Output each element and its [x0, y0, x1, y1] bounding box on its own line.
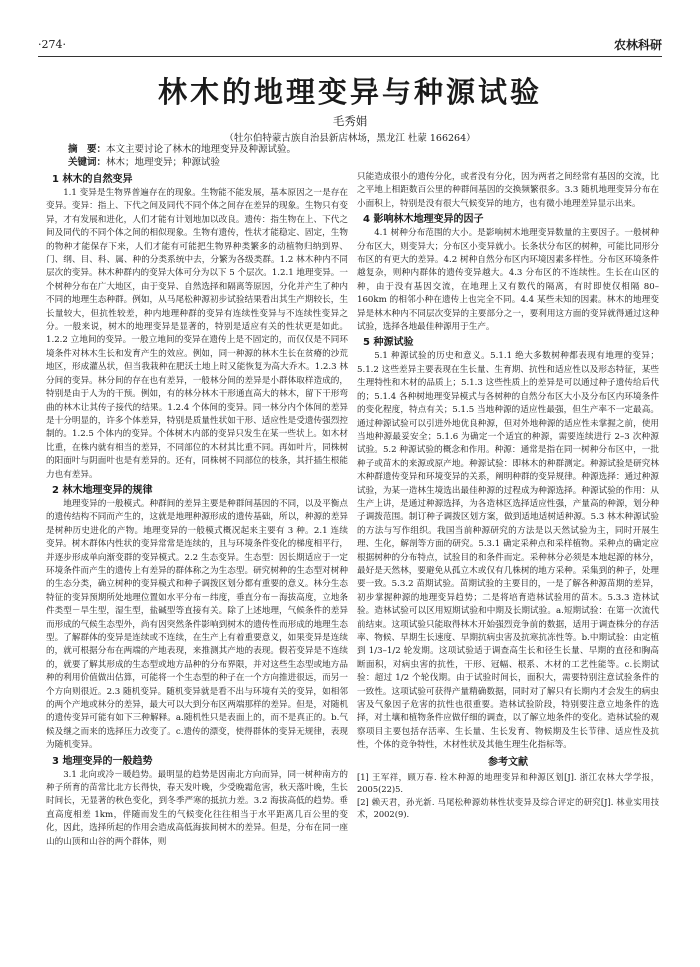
body-paragraph: 1.1 变异是生物界普遍存在的现象。生物能不能发展，基本原因之一是存在变异。变异：指上、下代之间及同代不同个体之间存在差异的现象。生物只有变异，才有发展和进化，人们才能有计划地加以改良。遗传：指生物在上、下代之间及同代的不同个体之间的相似现象。生物有遗传，性状才能稳定、固定，生物的物种才能保存下来，人们才能有可能把生物界种类繁多的动植物归纳到界、门、纲、目、科、属、种的分类系统中去，分繁为各级类群。1.2 林木种内不同层次的变异。林木种群内的变异大体可分为以下 5 个层次。1.2.1 地理变异。一个树种分布在广大地区，由于变异、自然选择和隔离等原因，分化并产生了种内不同的地理生态种群。例如，从马尾松种源初步试验结果看出其生产期较长，生长量较大，但抗性较差，种内地理种群的变异有连续性变异与不连续性变异之分。一般来说，树木的地理变异是显著的，特别是适应有关的性状更是如此。1.2.2 立地间的变异。一般立地间的变异在遗传上是不固定的，而仅仅是不同环境条件对林木生长和发育产生的效应。例如，同一种源的林木生长在贫瘠的沙荒地区，形成灌丛状，但当我栽种在肥沃土地上时又能恢复为高大乔木。1.2.3 林分间的变异。林分间的存在也有差异，一般林分间的差异是小群体取样造成的，特别是由于人为的干预。例如，有的林分林木干形通直高大的林木，留下干形弯曲的林木让其传子接代的结果。1.2.4 个体间的变异。同一林分内个体间的差异是十分明显的，许多个体差异，特别是质量性状如干形、适应性是受遗传强烈控制的。1.2.5 个体内的变异。个体树木内部的变异只发生在某一些状上。如木材比重，在株内就有相当的差异，不同部位的木材其比重不同。再如叶片，同株树的阳面叶与阴面叶也是有差异的。还有，同株树不同部位的枝条，其扦插生根能力也有差异。: [46, 188, 348, 480]
header-rule: [38, 56, 662, 57]
body-paragraph: 地理变异的一般模式。种群间的差异主要是种群间基因的不同，以及平衡点的遗传结构不同而产生的，这就是地理种源形成的遗传基础，所以，种源的差异是树种历史进化的产物。地理变异的一般模式概况起来主要有 3 种。2.1 连续变异。树木群体内性状的变异常常是连续的，且与环境条件变化的梯度相平行，并逐步形成单向渐变群的变异模式。2.2 生态变异。生态型：因长期适应于一定环境条件而产生的遗传上有差异的群体称之为生态型。研究树种的生态型对树种的生态分类，确立树种的变异模式和种子调拨区划分都有重要的意义。林分生态特征的变异预期所处地理位置如水平分布－纬度，垂直分布－海拔高度，立地条件类型－旱生型，湿生型，盐碱型等直接有关。除了上述地理，气候条件的差异而形成的气候生态型外，尚有因突然条件影响到树木的遗传性而形成的地理生态型。了解群体的变异是连续或不连续，在生产上有着重要意义，如果变异是连续的，就可根据分布在两端的产地表现，来推测其产地的表现。假若变异是不连续的，就要了解其形成的生态型或地方品种的分布界限，并对这些生态型或地方品种的利用价值做出估算，可能将一个生态型的种子在一个方向推进很远，而另一个方向则很近。2.3 随机变异。随机变异就是看不出与环境有关的变异，如相邻的两个产地或林分的差异，最大可以大到分布区两端那样的差异。但是，对随机的遗传变异可能有如下三种解释。a.随机性只是表面上的，而不是真正的。b.气候及继之而来的选择压力改变了。c.遗传的漂变，使得群体的变异无规律，表现为随机变异。: [46, 498, 348, 751]
article-title: 林木的地理变异与种源试验: [157, 75, 542, 109]
journal-name: 农林科研: [613, 38, 662, 52]
section-heading: 2 林木地理变异的规律: [52, 484, 153, 496]
abstract-label: 摘 要：: [68, 144, 107, 155]
keywords: [68, 157, 630, 169]
reference-item: [2] 赖天君，孙光新. 马尾松种源幼林性状变异及综合评定的研究[J]. 林业实用技术，2002(9).: [357, 796, 659, 820]
body-paragraph: 4.1 树种分布范围的大小。是影响树木地理变异数量的主要因子。一般树种分布区大，则变异大；分布区小变异就小。长条状分布区的树种，可能比同形分布区的有更大的差异。4.2 树种自然分布区内环境因素多样性。分布区环境条件越复杂，则种内群体的遗传变异越大。4.3 分布区的不连续性。生长在山区的种，由于没有基因交流，在地理上又有数代的隔离，有时即使仅相隔 80–160km 的相邻小种在遗传上也完全不同。4.4 某些未知的因素。林木的地理变异是林木种内不同层次变异的主要部分之一，要利用这方面的变异就得通过这种试验，选择各地最佳种源用于生产。: [357, 228, 659, 333]
reference-item: [1] 王军祥，顾万春. 栓木种源的地理变异和种源区划[J]. 浙江农林大学学报，2005(22)5.: [357, 771, 659, 795]
author: 毛秀娟: [332, 114, 368, 128]
abstract: [68, 144, 630, 156]
abstract-text: 本文主要讨论了林木的地理变异及种源试验。: [106, 144, 297, 155]
page-number: ·274·: [38, 38, 66, 51]
references-heading: 参考文献: [488, 756, 528, 768]
section-heading: 4 影响林木地理变异的因子: [363, 214, 484, 226]
body-paragraph: 3.1 北向或冷－暖趋势。最明显的趋势是因南北方向而异，同一树种南方的种子所育的苗常比北方长得快，春天发叶晚，少受晚霜危害，秋天落叶晚，生长时间长，无显著的秋色变化，到冬季严寒的抵抗力差。3.2 海拔高低的趋势。垂直高度相差 1km，伴随而发生的气候变化往往相当于水平距离几百公里的变化，因此，选择所起的作用会造成高低海拔间树木的差异。但是，分布在同一座山的山顶和山谷的两个群体，则: [46, 769, 348, 847]
section-heading: 3 地理变异的一般趋势: [52, 755, 153, 767]
page-header: [38, 36, 662, 58]
section-heading: 5 种源试验: [363, 337, 414, 349]
keywords-text: 林木；地理变异；种源试验: [106, 157, 221, 168]
left-column: [46, 171, 348, 951]
affiliation: （牡尔伯特蒙古族自治县新店林场，黑龙江 杜蒙 166264）: [224, 133, 476, 144]
body-paragraph: 只能造成很小的遗传分化，或者没有分化，因为两者之间经常有基因的交流，比之平地上相距数百公里的种群间基因的交换频繁很多。3.3 随机地理变异分布在小面积上，特别是没有很大气候变异的地方，也有微小地理差异显示出来。: [357, 172, 659, 209]
body-paragraph: 5.1 种源试验的历史和意义。5.1.1 绝大多数树种都表现有地理的变异；5.1.2 这些差异主要表现在生长量、生育期、抗性和适应性以及形态特征，某些生理特性和木材的品质上；5.1.3 这些性质上的差异是可以通过种子遗传给后代的；5.1.4 各种树地理变异模式与各树种的自然分布区大小及分布区内环境条件的变化程度，特点有关；5.1.5 当地种源的适应性最强，但生产率不一定最高。通过种源试验可以引进外地优良种源，但对外地种源的适应性未掌握之前，使用当地种源最妥安全；5.1.6 为确定一个适宜的种源，需要连续进行 2–3 次种源试验。5.2 种源试验的概念和作用。种源：通常是指在同一树种分布区中，一批种子或苗木的来源或原产地。种源试验：即林木的种群测定。种源试验是研究林木种群遗传变异和环境变异的关系，阐明种群的变异规律。种源选择：通过种源试验，为某一造林生境选出最佳种源的过程成为种源选择。种源试验的作用：从生产上讲，是通过种源选择，为各造林区选择适应性强，产量高的种源，划分种子调拨范围。制订种子调拨区划方案，做到适地适树适种源。5.3 林木种源试验的方法与写作组织。我国当前种源研究的方法是以天然试验为主，同时开展生理、生化，解剖等方面的研究。5.3.1 确定采种点和采样植物。采种点的确定应根据树种的分布特点，试验目的和条件而定。采种林分必须是本地起源的林分，最好是天然林，要避免从孤立木或仅有几株树的地方采种。采集到的种子，处理要一致。5.3.2 苗期试验。苗期试验的主要目的，一是了解各种源苗期的差异，初步掌握种源的地理变异趋势；二是将培育造林试验用的苗木。5.3.3 造林试验。造林试验可以区用短期试验和中期及长期试验。a.短期试验：在第一次流代前结束。这项试验只能取得林木开始强烈竞争前的数据，适用于调查株分的存活率、物候、早期生长速度、早期抗病虫害及抗寒抗冻性等。b.中期试验：由定植到 1/3–1/2 轮发期。这项试验适于调查高生长和径生长量、早期的直径和胸高断面积，对病虫害的抗性，干形、冠幅、根系、木材的工艺性能等。c.长期试验：超过 1/2 个轮伐期。由于试验时间长，面积大，需要特别注意试验条件的一致性。这项试验可获得产量精确数据，同时对了解只有长期内才会发生的病虫害及气象因子危害的抗性也很重要。造林试验阶段，特别要注意立地条件的选择，对土壤和植物条件应做仔细的调查，以了解立地条件的变化。造林试验的观察项目主要包括存活率、生长量、生长发育、物候期及生长节律、适应性及抗性，个体的竞争特性，木材性状及其他生理生化指标等。: [357, 351, 659, 751]
right-column: [357, 171, 659, 951]
section-heading: 1 林木的自然变异: [52, 174, 133, 185]
keywords-label: 关键词：: [68, 157, 107, 168]
